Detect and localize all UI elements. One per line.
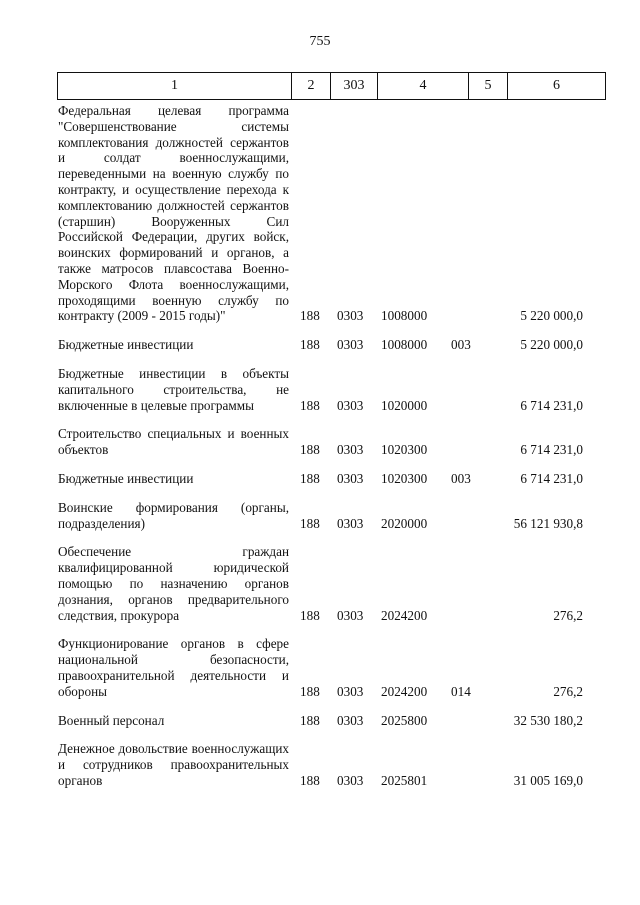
amount: 32 530 180,2 [513,712,583,728]
row-description: Воинские формирования (органы, подразделения) [58,499,289,531]
column-header-6: 6 [508,73,606,100]
row-description: Функционирование органов в сфере национальной безопасности, правоохранительной деятельности и обороны [58,636,289,699]
column-header-2: 2 [292,73,331,100]
ministry-code: 188 [300,397,320,413]
row-description: Военный персонал [58,712,165,728]
target-code: 1020300 [381,470,428,486]
target-code: 1008000 [381,308,428,324]
column-header-4: 4 [378,73,469,100]
section-code: 0303 [337,683,364,699]
ministry-code: 188 [300,607,320,623]
target-code: 2025801 [381,772,428,788]
budget-table-body [0,103,640,802]
section-code: 0303 [337,442,364,458]
table-row [0,426,640,458]
table-row [0,471,640,487]
table-row [0,713,640,729]
table-row [0,103,640,324]
target-code: 1008000 [381,337,428,353]
expense-type-code: 003 [451,337,471,353]
column-header-row [58,73,606,100]
column-header-1: 1 [58,73,292,100]
table-row [0,500,640,532]
ministry-code: 188 [300,772,320,788]
section-code: 0303 [337,337,364,353]
amount: 6 714 231,0 [520,470,583,486]
ministry-code: 188 [300,683,320,699]
target-code: 1020000 [381,397,428,413]
table-row [0,337,640,353]
section-code: 0303 [337,470,364,486]
amount: 56 121 930,8 [513,515,583,531]
column-header-table [57,72,606,100]
ministry-code: 188 [300,712,320,728]
amount: 5 220 000,0 [520,337,583,353]
table-row [0,636,640,699]
column-header-5: 5 [469,73,508,100]
target-code: 2025800 [381,712,428,728]
ministry-code: 188 [300,337,320,353]
ministry-code: 188 [300,442,320,458]
amount: 31 005 169,0 [513,772,583,788]
table-row [0,544,640,623]
amount: 5 220 000,0 [520,308,583,324]
ministry-code: 188 [300,308,320,324]
section-code: 0303 [337,772,364,788]
row-description: Денежное довольствие военнослужащих и сотрудников правоохранительных органов [58,741,289,788]
row-description: Бюджетные инвестиции [58,470,194,486]
row-description: Федеральная целевая программа "Совершенствование системы комплектования должностей сержантов и солдат военнослужащими, переведенными на военную службу по контракту, и осуществление перехода к комплектованию должностей сержантов (старшин) Вооруженных Сил Российской Федерации, других войск, воинских формирований и органов, а также матросов плавсостава Военно-Морского Флота военнослужащими, проходящими военную службу по контракту (2009 - 2015 годы)" [58,103,289,324]
section-code: 0303 [337,712,364,728]
section-code: 0303 [337,308,364,324]
amount: 276,2 [553,683,583,699]
expense-type-code: 003 [451,470,471,486]
section-code: 0303 [337,397,364,413]
row-description: Строительство специальных и военных объектов [58,426,289,458]
section-code: 0303 [337,607,364,623]
row-description: Бюджетные инвестиции [58,337,194,353]
target-code: 1020300 [381,442,428,458]
row-description: Бюджетные инвестиции в объекты капитального строительства, не включенные в целевые программы [58,365,289,413]
ministry-code: 188 [300,515,320,531]
expense-type-code: 014 [451,683,471,699]
page-number: 755 [309,34,331,49]
table-row [0,741,640,788]
ministry-code: 188 [300,470,320,486]
column-header-3: 303 [331,73,378,100]
amount: 6 714 231,0 [520,397,583,413]
amount: 6 714 231,0 [520,442,583,458]
row-description: Обеспечение граждан квалифицированной юридической помощью по назначению органов дознания, органов предварительного следствия, прокурора [58,544,289,623]
amount: 276,2 [553,607,583,623]
table-row [0,366,640,413]
target-code: 2020000 [381,515,428,531]
target-code: 2024200 [381,607,428,623]
section-code: 0303 [337,515,364,531]
target-code: 2024200 [381,683,428,699]
